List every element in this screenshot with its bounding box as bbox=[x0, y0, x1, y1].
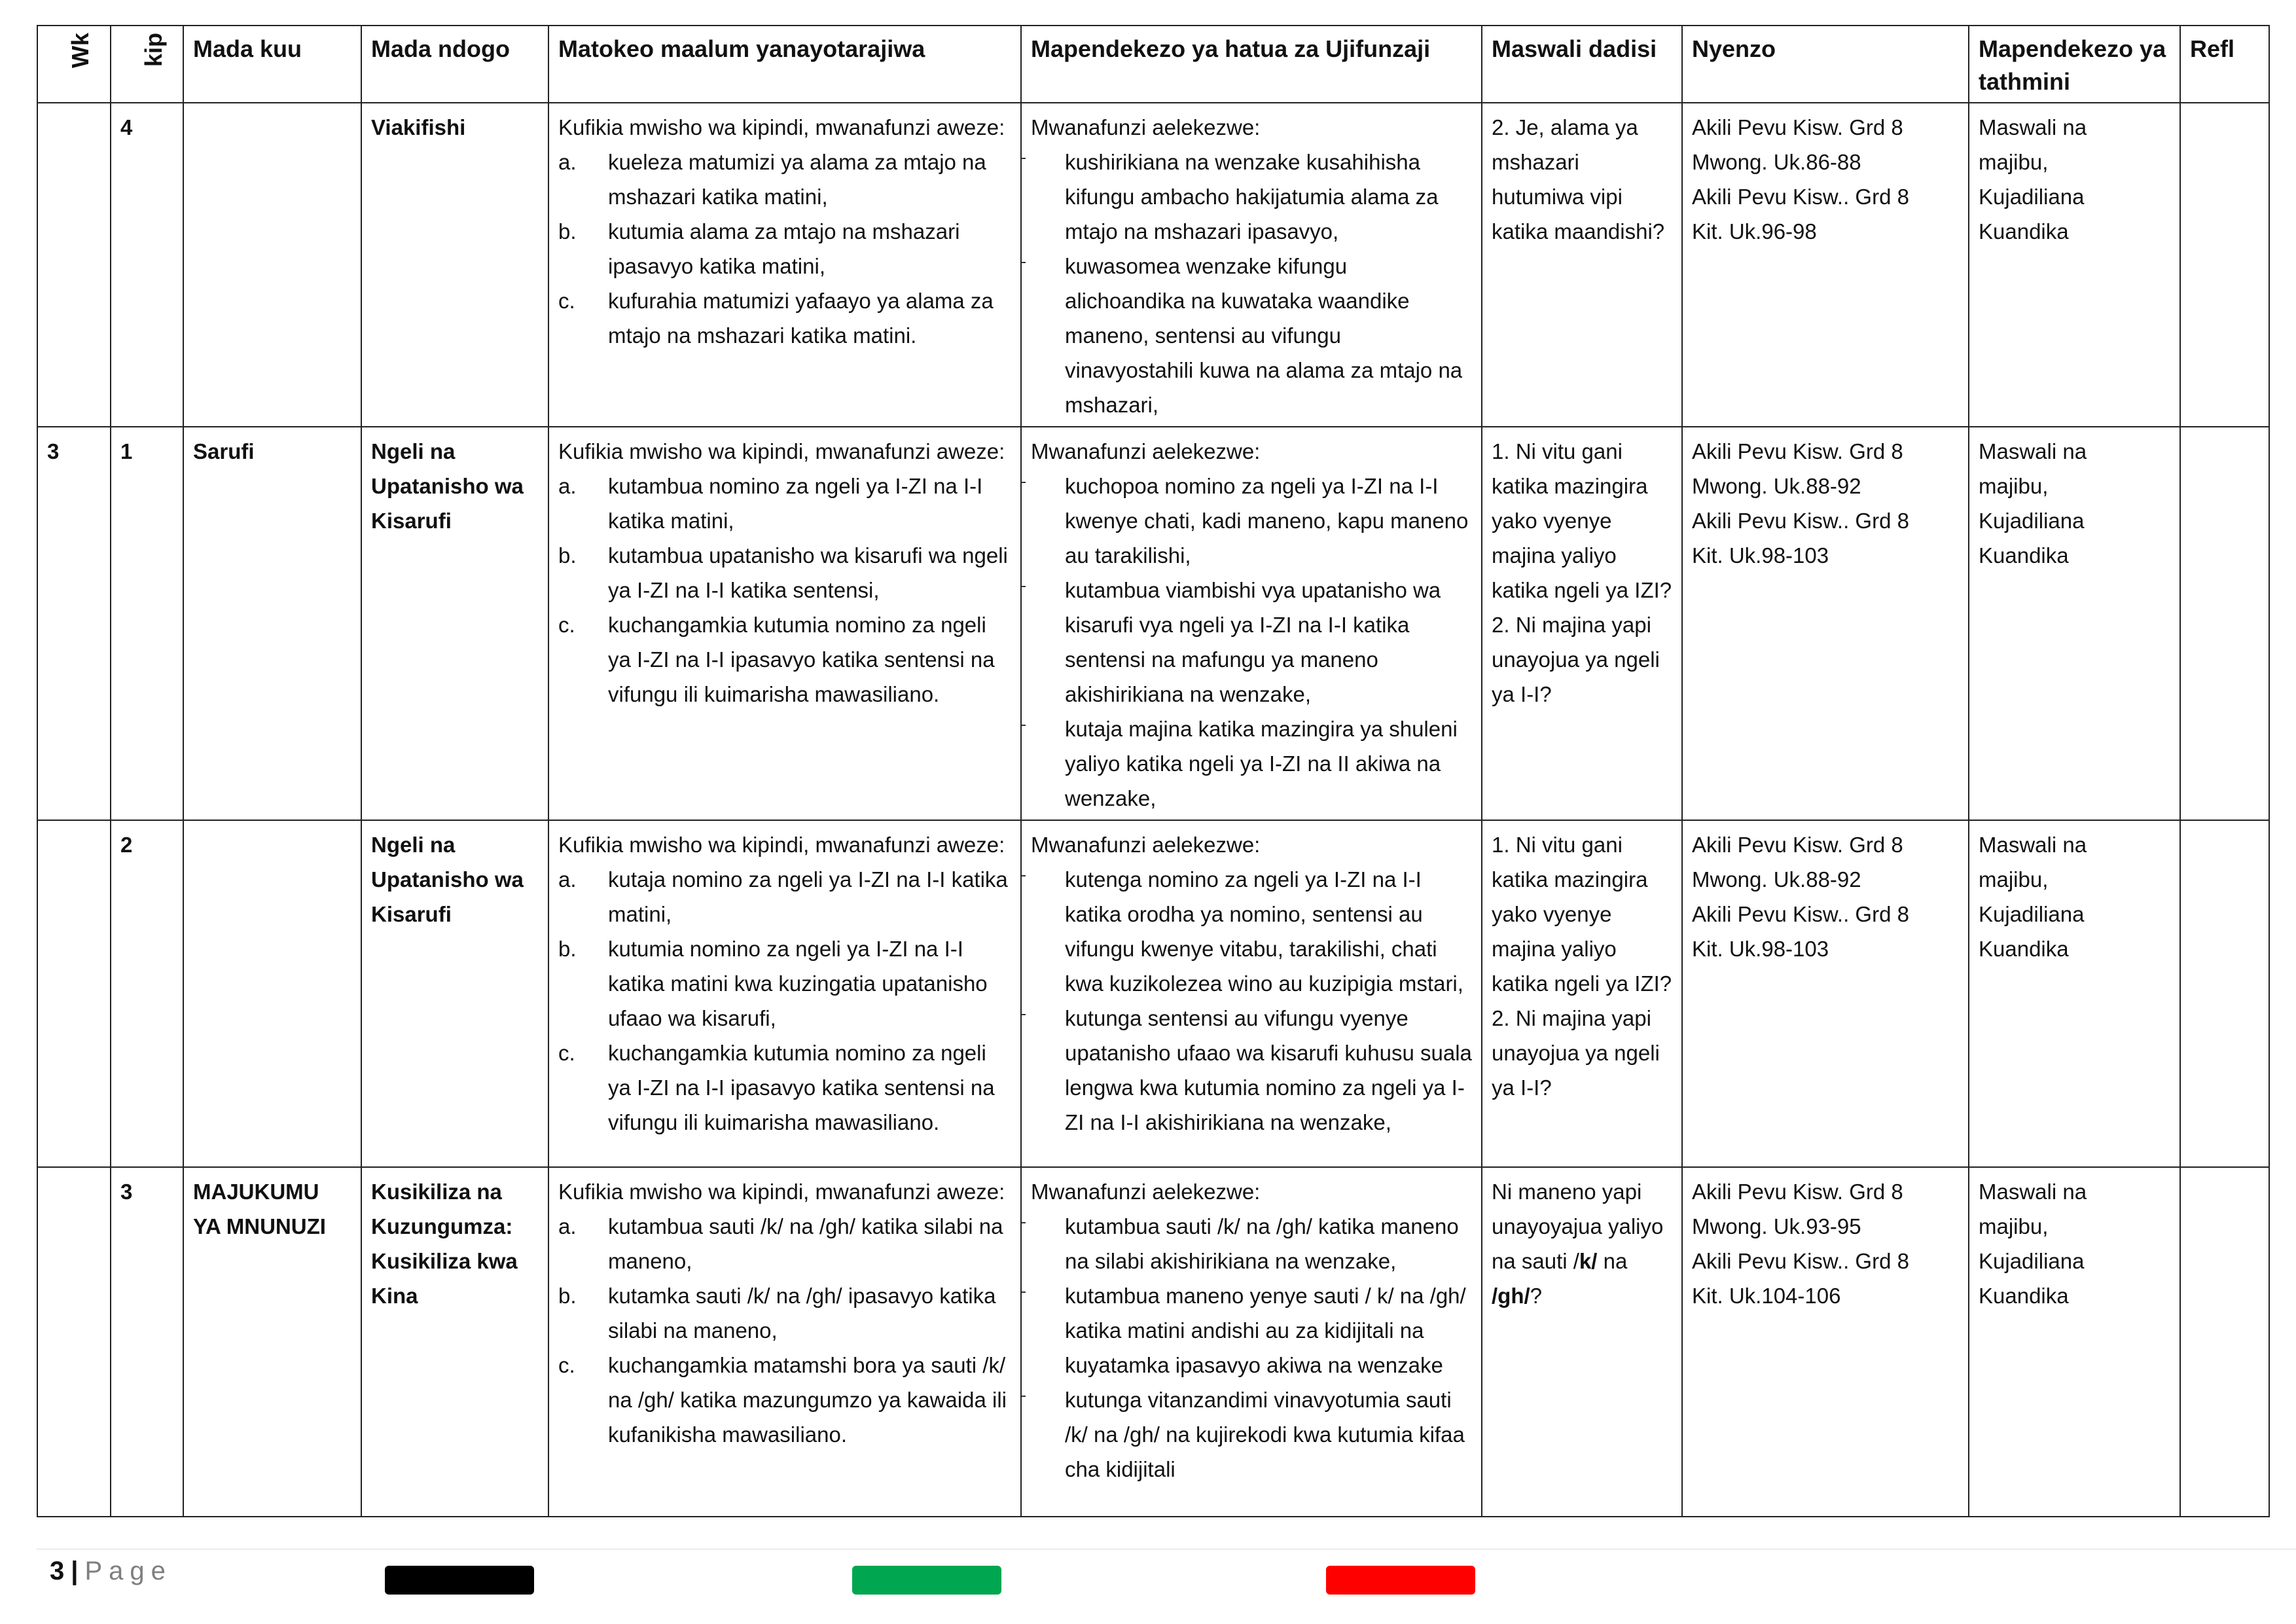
list-item: kutaja majina katika mazingira ya shuleni yaliyo katika ngeli ya I-ZI na II akiwa na wenzake, bbox=[1031, 712, 1472, 816]
key-questions-cell: 2. Je, alama ya mshazari hutumiwa vipi katika maandishi? bbox=[1482, 103, 1682, 427]
assessment-cell: Maswali na majibu, Kujadiliana Kuandika bbox=[1969, 427, 2180, 820]
experiences-cell bbox=[1021, 103, 1482, 427]
strand-cell bbox=[183, 103, 361, 427]
outcomes-intro: Kufikia mwisho wa kipindi, mwanafunzi aweze: bbox=[558, 833, 1005, 857]
week-cell: 3 bbox=[37, 427, 111, 820]
outcomes-cell bbox=[548, 820, 1021, 1167]
assessment-cell: Maswali na majibu, Kujadiliana Kuandika bbox=[1969, 1167, 2180, 1517]
table-row bbox=[37, 427, 2269, 820]
experiences-cell bbox=[1021, 820, 1482, 1167]
outcomes-intro: Kufikia mwisho wa kipindi, mwanafunzi aweze: bbox=[558, 1180, 1005, 1204]
sub-strand-cell: Ngeli na Upatanisho wa Kisarufi bbox=[361, 820, 548, 1167]
resources-cell: Akili Pevu Kisw. Grd 8 Mwong. Uk.88-92 Akili Pevu Kisw.. Grd 8 Kit. Uk.98-103 bbox=[1682, 820, 1969, 1167]
lesson-cell: 3 bbox=[111, 1167, 183, 1517]
list-item: a. kueleza matumizi ya alama za mtajo na mshazari katika matini, bbox=[558, 150, 986, 209]
sub-strand-cell: Kusikiliza na Kuzungumza: Kusikiliza kwa Kina bbox=[361, 1167, 548, 1517]
black-color-bar bbox=[385, 1566, 534, 1595]
resources-cell: Akili Pevu Kisw. Grd 8 Mwong. Uk.93-95 Akili Pevu Kisw.. Grd 8 Kit. Uk.104-106 bbox=[1682, 1167, 1969, 1517]
header-assessment: Mapendekezo ya tathmini bbox=[1969, 26, 2180, 103]
outcomes-intro: Kufikia mwisho wa kipindi, mwanafunzi aweze: bbox=[558, 115, 1005, 139]
reflection-cell bbox=[2180, 427, 2269, 820]
table-row bbox=[37, 103, 2269, 427]
lesson-cell: 2 bbox=[111, 820, 183, 1167]
list-item: a. kutambua nomino za ngeli ya I-ZI na I-I katika matini, bbox=[558, 474, 983, 533]
reflection-cell bbox=[2180, 820, 2269, 1167]
header-lesson: kip bbox=[111, 26, 183, 103]
page-number: 3 bbox=[50, 1557, 65, 1585]
list-item: b. kutumia nomino za ngeli ya I-ZI na I-I katika matini kwa kuzingatia upatanisho ufaao wa kisarufi, bbox=[558, 937, 988, 1030]
list-item: kutunga sentensi au vifungu vyenye upatanisho ufaao wa kisarufi kuhusu suala lengwa kwa kutumia nomino za ngeli ya I-ZI na I-I akishirikiana na wenzake, bbox=[1031, 1001, 1472, 1140]
table-row bbox=[37, 1167, 2269, 1517]
experiences-intro: Mwanafunzi aelekezwe: bbox=[1031, 833, 1261, 857]
page-number-label bbox=[50, 1557, 172, 1586]
list-item: c. kuchangamkia kutumia nomino za ngeli ya I-ZI na I-I ipasavyo katika sentensi na vifungu ili kuimarisha mawasiliano. bbox=[558, 1041, 995, 1134]
table-row bbox=[37, 820, 2269, 1167]
list-item: c. kufurahia matumizi yafaayo ya alama za mtajo na mshazari katika matini. bbox=[558, 289, 994, 348]
header-sub-strand: Mada ndogo bbox=[361, 26, 548, 103]
strand-cell bbox=[183, 820, 361, 1167]
list-item: kutambua sauti /k/ na /gh/ katika maneno na silabi akishirikiana na wenzake, bbox=[1031, 1209, 1472, 1278]
outcomes-list bbox=[558, 1209, 1011, 1452]
key-questions-cell: Ni maneno yapi unayoyajua yaliyo na sauti /k/ na /gh/? bbox=[1482, 1167, 1682, 1517]
experiences-list bbox=[1031, 1209, 1472, 1487]
experiences-cell bbox=[1021, 427, 1482, 820]
scheme-table bbox=[37, 25, 2270, 1517]
list-item: kuchopoa nomino za ngeli ya I-ZI na I-I kwenye chati, kadi maneno, kapu maneno au tarakilishi, bbox=[1031, 469, 1472, 573]
scheme-of-work bbox=[37, 25, 2269, 1486]
experiences-intro: Mwanafunzi aelekezwe: bbox=[1031, 115, 1261, 139]
experiences-intro: Mwanafunzi aelekezwe: bbox=[1031, 439, 1261, 463]
list-item: a. kutaja nomino za ngeli ya I-ZI na I-I katika matini, bbox=[558, 867, 1008, 926]
sub-strand-cell: Ngeli na Upatanisho wa Kisarufi bbox=[361, 427, 548, 820]
reflection-cell bbox=[2180, 1167, 2269, 1517]
list-item: kutambua viambishi vya upatanisho wa kisarufi vya ngeli ya I-ZI na I-I katika sentensi na mafungu ya maneno akishirikiana na wenzake, bbox=[1031, 573, 1472, 712]
experiences-list bbox=[1031, 862, 1472, 1140]
outcomes-cell bbox=[548, 1167, 1021, 1517]
header-key-questions: Maswali dadisi bbox=[1482, 26, 1682, 103]
key-questions-cell: 1. Ni vitu gani katika mazingira yako vyenye majina yaliyo katika ngeli ya IZI?2. Ni majina yapi unayojua ya ngeli ya I-I? bbox=[1482, 427, 1682, 820]
green-color-bar bbox=[852, 1566, 1001, 1595]
outcomes-intro: Kufikia mwisho wa kipindi, mwanafunzi aweze: bbox=[558, 439, 1005, 463]
list-item: kutambua maneno yenye sauti / k/ na /gh/ katika matini andishi au za kidijitali na kuyatamka ipasavyo akiwa na wenzake bbox=[1031, 1278, 1472, 1382]
list-item: kutenga nomino za ngeli ya I-ZI na I-I katika orodha ya nomino, sentensi au vifungu kwenye vitabu, tarakilishi, chati kwa kuzikolezea wino au kuzipigia mstari, bbox=[1031, 862, 1472, 1001]
outcomes-list bbox=[558, 469, 1011, 712]
resources-cell: Akili Pevu Kisw. Grd 8 Mwong. Uk.86-88 Akili Pevu Kisw.. Grd 8 Kit. Uk.96-98 bbox=[1682, 103, 1969, 427]
header-outcomes: Matokeo maalum yanayotarajiwa bbox=[548, 26, 1021, 103]
list-item: b. kutumia alama za mtajo na mshazari ipasavyo katika matini, bbox=[558, 219, 960, 278]
page-footer bbox=[0, 1545, 2296, 1623]
week-cell bbox=[37, 103, 111, 427]
reflection-cell bbox=[2180, 103, 2269, 427]
list-item: b. kutamka sauti /k/ na /gh/ ipasavyo katika silabi na maneno, bbox=[558, 1284, 996, 1343]
page-separator: | bbox=[71, 1557, 79, 1585]
lesson-cell: 4 bbox=[111, 103, 183, 427]
header-experiences: Mapendekezo ya hatua za Ujifunzaji bbox=[1021, 26, 1482, 103]
resources-cell: Akili Pevu Kisw. Grd 8 Mwong. Uk.88-92 Akili Pevu Kisw.. Grd 8 Kit. Uk.98-103 bbox=[1682, 427, 1969, 820]
list-item: b. kutambua upatanisho wa kisarufi wa ngeli ya I-ZI na I-I katika sentensi, bbox=[558, 543, 1008, 602]
strand-cell: Sarufi bbox=[183, 427, 361, 820]
assessment-cell: Maswali na majibu, Kujadiliana Kuandika bbox=[1969, 820, 2180, 1167]
outcomes-cell bbox=[548, 103, 1021, 427]
outcomes-list bbox=[558, 145, 1011, 353]
header-row bbox=[37, 26, 2269, 103]
list-item: kutunga vitanzandimi vinavyotumia sauti /k/ na /gh/ na kujirekodi kwa kutumia kifaa cha kidijitali bbox=[1031, 1382, 1472, 1487]
list-item: c. kuchangamkia matamshi bora ya sauti /k/ na /gh/ katika mazungumzo ya kawaida ili kufanikisha mawasiliano. bbox=[558, 1353, 1007, 1447]
strand-cell: MAJUKUMU YA MNUNUZI bbox=[183, 1167, 361, 1517]
header-week: Wk bbox=[37, 26, 111, 103]
sub-strand-cell: Viakifishi bbox=[361, 103, 548, 427]
experiences-list bbox=[1031, 469, 1472, 816]
header-resources: Nyenzo bbox=[1682, 26, 1969, 103]
experiences-list bbox=[1031, 145, 1472, 422]
week-cell bbox=[37, 820, 111, 1167]
header-strand: Mada kuu bbox=[183, 26, 361, 103]
list-item: a. kutambua sauti /k/ na /gh/ katika silabi na maneno, bbox=[558, 1214, 1003, 1273]
week-cell bbox=[37, 1167, 111, 1517]
red-color-bar bbox=[1326, 1566, 1475, 1595]
lesson-cell: 1 bbox=[111, 427, 183, 820]
list-item: kuwasomea wenzake kifungu alichoandika na kuwataka waandike maneno, sentensi au vifungu vinavyostahili kuwa na alama za mtajo na mshazari, bbox=[1031, 249, 1472, 422]
experiences-cell bbox=[1021, 1167, 1482, 1517]
outcomes-cell bbox=[548, 427, 1021, 820]
outcomes-list bbox=[558, 862, 1011, 1140]
key-questions-cell: 1. Ni vitu gani katika mazingira yako vyenye majina yaliyo katika ngeli ya IZI?2. Ni majina yapi unayojua ya ngeli ya I-I? bbox=[1482, 820, 1682, 1167]
assessment-cell: Maswali na majibu, Kujadiliana Kuandika bbox=[1969, 103, 2180, 427]
list-item: kushirikiana na wenzake kusahihisha kifungu ambacho hakijatumia alama za mtajo na mshazari ipasavyo, bbox=[1031, 145, 1472, 249]
experiences-intro: Mwanafunzi aelekezwe: bbox=[1031, 1180, 1261, 1204]
page-word: Page bbox=[84, 1557, 172, 1585]
header-reflection: Refl bbox=[2180, 26, 2269, 103]
list-item: c. kuchangamkia kutumia nomino za ngeli ya I-ZI na I-I ipasavyo katika sentensi na vifungu ili kuimarisha mawasiliano. bbox=[558, 613, 995, 706]
